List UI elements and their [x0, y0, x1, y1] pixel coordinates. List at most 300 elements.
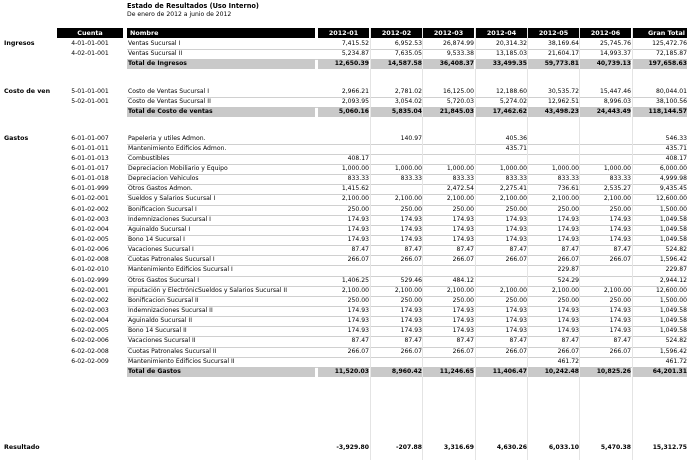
account-code: 6-02-02-006	[71, 337, 109, 344]
result-value: -207.88	[395, 444, 422, 451]
month-value: 2,100.00	[499, 287, 527, 294]
result-row	[0, 443, 690, 453]
account-row	[0, 144, 690, 154]
account-row	[0, 205, 690, 215]
month-value: 266.07	[400, 256, 422, 263]
row-grand-total: 1,500.00	[659, 206, 687, 213]
account-code: 6-02-02-002	[71, 297, 109, 304]
column-gridline	[422, 28, 423, 460]
month-value: 174.93	[557, 216, 579, 223]
month-value	[580, 134, 631, 144]
section-grand-total: 64,201.31	[633, 367, 687, 377]
month-value: 174.93	[505, 327, 527, 334]
month-value: 87.47	[404, 337, 422, 344]
month-value: 26,874.99	[442, 40, 474, 47]
result-value: 3,316.69	[443, 444, 474, 451]
month-value	[371, 184, 422, 194]
section-total-value: 11,520.03	[318, 367, 369, 377]
month-value: 250.00	[347, 297, 369, 304]
section-total-value: 43,498.23	[528, 107, 579, 117]
account-row	[0, 194, 690, 204]
account-name: Vacaciones Sucursal II	[128, 337, 196, 344]
month-value	[423, 265, 474, 275]
section-total-row	[0, 367, 690, 377]
account-code: 5-02-01-001	[71, 98, 109, 105]
month-value: 229.87	[557, 266, 579, 273]
month-value: 174.93	[557, 226, 579, 233]
result-value: 6,033.10	[548, 444, 579, 451]
month-value: 174.93	[452, 226, 474, 233]
account-name: Ventas Sucursal II	[128, 50, 183, 57]
month-value	[423, 144, 474, 154]
account-code: 6-01-01-013	[71, 155, 109, 162]
account-name: Papeleria y utiles Admon.	[128, 135, 206, 142]
row-grand-total: 1,596.42	[659, 256, 687, 263]
month-value: 21,604.17	[547, 50, 579, 57]
month-value: 9,533.38	[446, 50, 474, 57]
month-value: 174.93	[505, 236, 527, 243]
account-code: 6-02-02-004	[71, 317, 109, 324]
section-total-value: 33,499.35	[476, 59, 527, 69]
row-grand-total: 1,049.58	[659, 226, 687, 233]
month-value	[423, 134, 474, 144]
row-grand-total: 1,596.42	[659, 348, 687, 355]
row-grand-total: 408.17	[665, 155, 687, 162]
col-header-2012-04: 2012-04	[476, 28, 527, 38]
account-code: 6-01-02-010	[71, 266, 109, 273]
month-value: 266.07	[557, 348, 579, 355]
row-grand-total: 524.82	[665, 337, 687, 344]
month-value	[318, 357, 369, 367]
month-value: 87.47	[456, 337, 474, 344]
account-name: Indemnizaciones Sucursal II	[128, 307, 213, 314]
month-value: 13,185.03	[495, 50, 527, 57]
month-value: 38,169.64	[547, 40, 579, 47]
account-name: Bonificacion Sucursal II	[128, 297, 199, 304]
account-code: 6-01-01-007	[71, 135, 109, 142]
month-value: 250.00	[505, 206, 527, 213]
month-value: 174.93	[452, 317, 474, 324]
account-row	[0, 235, 690, 245]
account-code: 6-02-02-008	[71, 348, 109, 355]
account-row	[0, 306, 690, 316]
month-value	[580, 154, 631, 164]
month-value: 266.07	[347, 256, 369, 263]
month-value	[528, 144, 579, 154]
month-value: 174.93	[347, 317, 369, 324]
row-grand-total: 12,600.00	[655, 287, 687, 294]
month-value: 87.47	[613, 337, 631, 344]
row-grand-total: 4,999.98	[659, 175, 687, 182]
month-value	[476, 154, 527, 164]
account-name: Mantenimiento Edificios Admon.	[128, 145, 227, 152]
account-name: Costo de Ventas Sucursal II	[128, 98, 211, 105]
account-name: Ventas Sucursal I	[128, 40, 181, 47]
month-value: 833.33	[609, 175, 631, 182]
section-total-value: 21,845.03	[423, 107, 474, 117]
account-code: 6-02-02-009	[71, 358, 109, 365]
month-value	[423, 154, 474, 164]
account-name: Sueldos y Salarios Sucursal I	[128, 195, 216, 202]
account-row	[0, 245, 690, 255]
section-grand-total: 118,144.57	[633, 107, 687, 117]
column-gridline	[527, 28, 528, 460]
month-value: 174.93	[347, 327, 369, 334]
month-value	[423, 357, 474, 367]
account-code: 6-01-02-001	[71, 195, 109, 202]
month-value: 1,000.00	[499, 165, 527, 172]
month-value: 5,720.03	[446, 98, 474, 105]
account-row	[0, 357, 690, 367]
row-grand-total: 38,100.56	[655, 98, 687, 105]
account-row	[0, 255, 690, 265]
account-name: Cuotas Patronales Sucursal II	[128, 348, 217, 355]
month-value: 484.12	[452, 277, 474, 284]
account-row	[0, 87, 690, 97]
month-value: 140.97	[400, 135, 422, 142]
month-value: 87.47	[351, 337, 369, 344]
report-period: De enero de 2012 a junio de 2012	[127, 11, 232, 18]
account-row	[0, 296, 690, 306]
section-label: Ingresos	[4, 40, 35, 47]
month-value: 3,054.02	[394, 98, 422, 105]
account-code: 6-01-02-005	[71, 236, 109, 243]
section-total-value: 11,406.47	[476, 367, 527, 377]
section-total-row	[0, 107, 690, 117]
col-header-2012-01: 2012-01	[318, 28, 369, 38]
account-row	[0, 347, 690, 357]
month-value: 14,993.37	[599, 50, 631, 57]
section-total-label: Total de Ingresos	[127, 59, 315, 69]
account-code: 4-02-01-001	[71, 50, 109, 57]
month-value: 174.93	[557, 327, 579, 334]
month-value: 174.93	[400, 307, 422, 314]
account-code: 6-01-01-999	[71, 185, 109, 192]
month-value: 6,952.53	[394, 40, 422, 47]
month-value: 266.07	[400, 348, 422, 355]
account-name: Costo de Ventas Sucursal I	[128, 88, 210, 95]
result-value: 5,470.38	[600, 444, 631, 451]
month-value	[528, 154, 579, 164]
account-code: 6-01-02-002	[71, 206, 109, 213]
month-value: 2,100.00	[603, 195, 631, 202]
month-value: 12,188.60	[495, 88, 527, 95]
col-header-2012-05: 2012-05	[528, 28, 579, 38]
account-code: 6-02-02-001	[71, 287, 109, 294]
month-value: 7,635.05	[394, 50, 422, 57]
account-name: Aguinaldo Sucursal I	[128, 226, 191, 233]
account-code: 6-01-02-008	[71, 256, 109, 263]
row-grand-total: 80,044.01	[655, 88, 687, 95]
column-gridline	[370, 28, 371, 460]
row-grand-total: 12,600.00	[655, 195, 687, 202]
month-value	[371, 357, 422, 367]
month-value: 529.46	[400, 277, 422, 284]
month-value	[580, 276, 631, 286]
section-total-value: 11,246.65	[423, 367, 474, 377]
month-value: 405.36	[505, 135, 527, 142]
account-row	[0, 326, 690, 336]
month-value: 174.93	[347, 307, 369, 314]
month-value: 174.93	[609, 327, 631, 334]
month-value: 833.33	[505, 175, 527, 182]
month-value: 174.93	[452, 327, 474, 334]
account-row	[0, 225, 690, 235]
account-name: Indemnizaciones Sucursal I	[128, 216, 211, 223]
month-value: 174.93	[609, 236, 631, 243]
account-code: 6-02-02-003	[71, 307, 109, 314]
month-value: 87.47	[509, 246, 527, 253]
row-grand-total: 1,049.58	[659, 236, 687, 243]
account-code: 6-02-02-005	[71, 327, 109, 334]
account-code: 6-01-02-006	[71, 246, 109, 253]
account-row	[0, 276, 690, 286]
account-row	[0, 316, 690, 326]
month-value: 174.93	[400, 317, 422, 324]
month-value: 174.93	[452, 307, 474, 314]
month-value: 5,274.02	[499, 98, 527, 105]
result-value: 4,630.26	[496, 444, 527, 451]
row-grand-total: 1,049.58	[659, 307, 687, 314]
month-value	[318, 134, 369, 144]
month-value: 266.07	[557, 256, 579, 263]
month-value: 87.47	[561, 246, 579, 253]
section-total-value: 10,242.48	[528, 367, 579, 377]
section-total-value: 24,443.49	[580, 107, 631, 117]
month-value: 833.33	[452, 175, 474, 182]
account-row	[0, 154, 690, 164]
month-value: 174.93	[609, 317, 631, 324]
row-grand-total: 6,000.00	[659, 165, 687, 172]
account-row	[0, 134, 690, 144]
month-value: 1,406.25	[341, 277, 369, 284]
result-value: -3,929.80	[336, 444, 369, 451]
row-grand-total: 1,049.58	[659, 317, 687, 324]
account-row	[0, 286, 690, 296]
month-value: 2,966.21	[341, 88, 369, 95]
account-row	[0, 184, 690, 194]
month-value: 2,472.54	[446, 185, 474, 192]
month-value: 250.00	[609, 297, 631, 304]
account-row	[0, 174, 690, 184]
month-value: 174.93	[557, 307, 579, 314]
col-header-2012-06: 2012-06	[580, 28, 631, 38]
month-value: 7,415.52	[341, 40, 369, 47]
month-value: 174.93	[505, 216, 527, 223]
month-value: 266.07	[609, 256, 631, 263]
account-code: 5-01-01-001	[71, 88, 109, 95]
account-name: Depreciacion Vehiculos	[128, 175, 199, 182]
month-value	[476, 265, 527, 275]
section-label: Costo de ven	[4, 88, 51, 95]
month-value	[580, 144, 631, 154]
month-value	[580, 265, 631, 275]
month-value	[528, 134, 579, 144]
account-name: Cuotas Patronales Sucursal I	[128, 256, 215, 263]
account-name: Otros Gastos Admon.	[128, 185, 193, 192]
month-value: 8,996.03	[603, 98, 631, 105]
month-value: 250.00	[400, 206, 422, 213]
month-value	[371, 144, 422, 154]
section-total-value: 14,587.58	[371, 59, 422, 69]
month-value: 266.07	[505, 348, 527, 355]
month-value: 174.93	[400, 226, 422, 233]
month-value: 250.00	[452, 206, 474, 213]
month-value: 1,000.00	[603, 165, 631, 172]
month-value: 1,415.62	[341, 185, 369, 192]
month-value: 266.07	[505, 256, 527, 263]
month-value: 435.71	[505, 145, 527, 152]
month-value: 87.47	[351, 246, 369, 253]
month-value: 1,000.00	[551, 165, 579, 172]
section-label: Gastos	[4, 135, 29, 142]
month-value: 12,962.51	[547, 98, 579, 105]
account-name: Depreciacion Mobiliario y Equipo	[128, 165, 228, 172]
month-value	[371, 265, 422, 275]
month-value	[476, 357, 527, 367]
month-value: 174.93	[609, 307, 631, 314]
month-value: 266.07	[347, 348, 369, 355]
month-value: 174.93	[347, 226, 369, 233]
account-code: 6-01-01-011	[71, 145, 109, 152]
month-value: 174.93	[505, 226, 527, 233]
month-value: 1,000.00	[394, 165, 422, 172]
month-value: 1,000.00	[341, 165, 369, 172]
month-value: 250.00	[452, 297, 474, 304]
month-value: 250.00	[505, 297, 527, 304]
month-value: 266.07	[609, 348, 631, 355]
month-value: 2,100.00	[446, 287, 474, 294]
section-total-value: 12,650.39	[318, 59, 369, 69]
row-grand-total: 1,500.00	[659, 297, 687, 304]
column-gridline	[475, 28, 476, 460]
month-value: 833.33	[400, 175, 422, 182]
month-value: 833.33	[347, 175, 369, 182]
row-grand-total: 546.33	[665, 135, 687, 142]
month-value: 250.00	[557, 206, 579, 213]
month-value: 174.93	[452, 216, 474, 223]
account-row	[0, 265, 690, 275]
account-name: Vacaciones Sucursal I	[128, 246, 194, 253]
month-value: 2,275.41	[499, 185, 527, 192]
month-value: 174.93	[609, 226, 631, 233]
report-title: Estado de Resultados (Uso Interno)	[127, 2, 259, 10]
month-value: 2,535.27	[603, 185, 631, 192]
month-value: 2,100.00	[341, 195, 369, 202]
col-header-2012-02: 2012-02	[371, 28, 422, 38]
account-code: 6-01-02-004	[71, 226, 109, 233]
section-total-row	[0, 59, 690, 69]
column-gridline	[579, 28, 580, 460]
account-row	[0, 97, 690, 107]
month-value: 2,100.00	[394, 195, 422, 202]
account-row	[0, 215, 690, 225]
row-grand-total: 524.82	[665, 246, 687, 253]
month-value: 20,314.32	[495, 40, 527, 47]
month-value	[318, 265, 369, 275]
account-name: Otros Gastos Sucursal I	[128, 277, 200, 284]
section-total-value: 5,835.04	[371, 107, 422, 117]
month-value: 174.93	[400, 236, 422, 243]
month-value	[371, 154, 422, 164]
month-value: 174.93	[452, 236, 474, 243]
month-value: 250.00	[609, 206, 631, 213]
month-value: 2,100.00	[551, 195, 579, 202]
result-grand-total: 15,312.75	[652, 444, 687, 451]
account-row	[0, 39, 690, 49]
month-value: 174.93	[557, 317, 579, 324]
account-name: Bonificacion Sucursal I	[128, 206, 197, 213]
col-header-cuenta: Cuenta	[57, 28, 123, 38]
section-total-label: Total de Gastos	[127, 367, 315, 377]
account-name: mputación y ElectrónicSueldos y Salarios Sucursal II	[128, 287, 288, 294]
month-value: 174.93	[609, 216, 631, 223]
month-value: 174.93	[400, 216, 422, 223]
account-code: 6-01-01-018	[71, 175, 109, 182]
month-value: 266.07	[452, 256, 474, 263]
section-total-value: 10,825.26	[580, 367, 631, 377]
month-value	[318, 144, 369, 154]
month-value: 524.29	[557, 277, 579, 284]
month-value	[476, 276, 527, 286]
month-value: 87.47	[456, 246, 474, 253]
row-grand-total: 1,049.58	[659, 216, 687, 223]
month-value: 16,125.00	[442, 88, 474, 95]
account-row	[0, 164, 690, 174]
account-code: 6-01-02-003	[71, 216, 109, 223]
account-code: 6-01-02-999	[71, 277, 109, 284]
row-grand-total: 72,185.87	[655, 50, 687, 57]
month-value: 174.93	[505, 317, 527, 324]
month-value: 250.00	[557, 297, 579, 304]
month-value: 2,100.00	[446, 195, 474, 202]
column-header-row	[0, 28, 690, 38]
month-value: 1,000.00	[446, 165, 474, 172]
account-name: Mantenimiento Edificios Sucursal I	[128, 266, 233, 273]
section-total-value: 17,462.62	[476, 107, 527, 117]
section-grand-total: 197,658.63	[633, 59, 687, 69]
month-value: 174.93	[505, 307, 527, 314]
result-label: Resultado	[4, 444, 40, 451]
col-header-gran-total: Gran Total	[633, 28, 687, 38]
month-value: 2,100.00	[499, 195, 527, 202]
row-grand-total: 9,435.45	[659, 185, 687, 192]
month-value: 250.00	[347, 206, 369, 213]
month-value: 174.93	[347, 236, 369, 243]
column-gridline	[632, 28, 633, 460]
month-value: 30,535.72	[547, 88, 579, 95]
month-value: 87.47	[561, 337, 579, 344]
col-header-nombre: Nombre	[127, 28, 315, 38]
month-value: 87.47	[509, 337, 527, 344]
month-value: 87.47	[404, 246, 422, 253]
account-code: 6-01-01-017	[71, 165, 109, 172]
month-value: 2,093.95	[341, 98, 369, 105]
month-value: 174.93	[347, 216, 369, 223]
month-value: 461.72	[557, 358, 579, 365]
month-value: 250.00	[400, 297, 422, 304]
month-value	[580, 357, 631, 367]
row-grand-total: 229.87	[665, 266, 687, 273]
account-name: Combustibles	[128, 155, 170, 162]
month-value: 25,745.76	[599, 40, 631, 47]
account-name: Aguinaldo Sucursal II	[128, 317, 192, 324]
month-value: 408.17	[347, 155, 369, 162]
month-value: 2,100.00	[603, 287, 631, 294]
col-header-2012-03: 2012-03	[423, 28, 474, 38]
section-total-value: 59,773.81	[528, 59, 579, 69]
row-grand-total: 125,472.76	[652, 40, 687, 47]
